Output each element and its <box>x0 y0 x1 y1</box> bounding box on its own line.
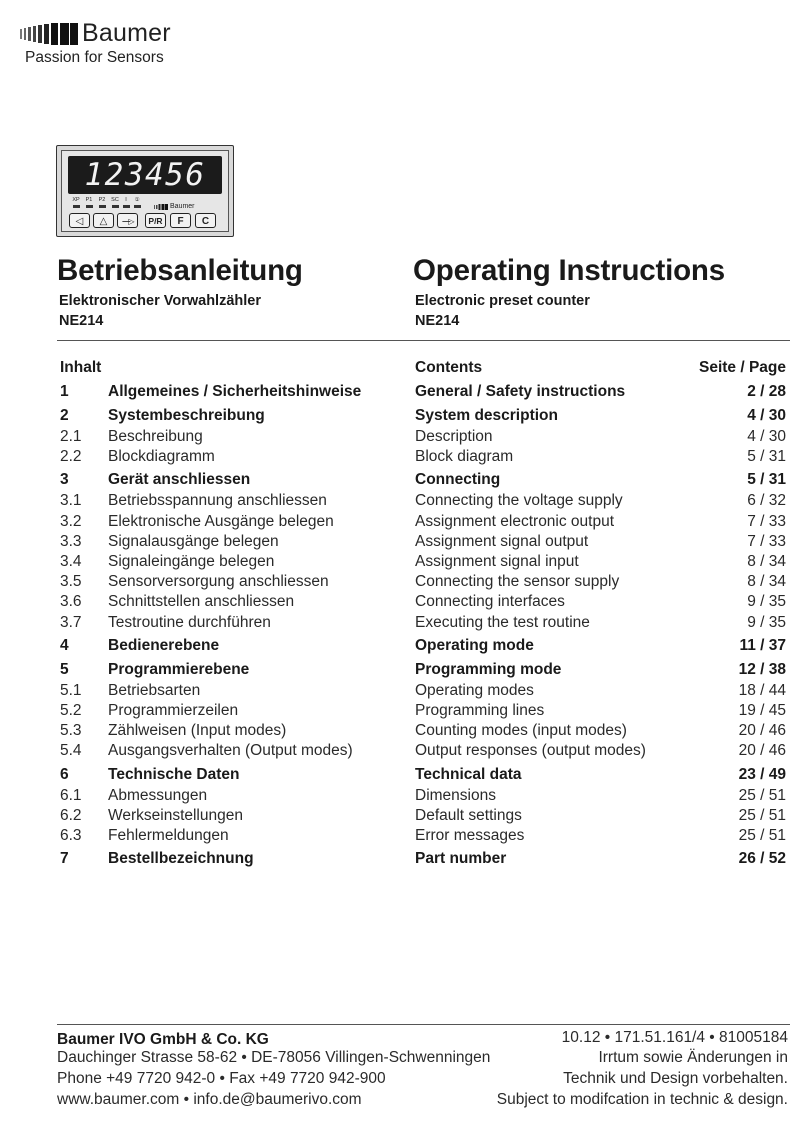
toc-row <box>0 613 808 633</box>
toc-number: 6.3 <box>60 827 82 844</box>
toc-title-de: Programmierzeilen <box>108 702 239 719</box>
footer-note-de-2: Technik und Design vorbehalten. <box>563 1070 788 1087</box>
toc-title-en: Assignment signal input <box>415 553 579 570</box>
toc-number: 3.7 <box>60 613 82 631</box>
toc-number: 3.2 <box>60 512 82 530</box>
toc-row <box>0 491 808 511</box>
toc-title-de: Abmessungen <box>108 786 208 804</box>
toc-title-en: Connecting <box>415 471 501 489</box>
toc-number: 4 <box>60 636 69 654</box>
toc-page: 9 / 35 <box>747 613 786 631</box>
device-key-f: F <box>170 213 191 228</box>
toc-row <box>0 660 808 680</box>
title-de: Betriebsanleitung <box>57 254 303 287</box>
toc-row <box>0 470 808 490</box>
baumer-logo-bars-icon <box>20 23 78 45</box>
toc-heading-en: Contents <box>415 359 483 376</box>
toc-title-de: Sensorversorgung anschliessen <box>108 573 329 591</box>
toc-row <box>0 512 808 532</box>
toc-number: 7 <box>60 850 69 868</box>
toc-page: 8 / 34 <box>747 553 786 570</box>
brand-name: Baumer <box>82 19 171 47</box>
footer-docref: 10.12 • 171.51.161/4 • 81005184 <box>561 1029 788 1046</box>
toc-number: 5.1 <box>60 681 82 699</box>
toc-title-en: Output responses (output modes) <box>415 742 646 760</box>
footer-address: Dauchinger Strasse 58-62 • DE-78056 Villingen-Schwenningen <box>57 1049 491 1066</box>
toc-title-de: Technische Daten <box>108 765 240 783</box>
toc-number: 6.1 <box>60 786 82 804</box>
subtitle-de: Elektronischer Vorwahlzähler <box>59 293 261 309</box>
toc-title-de: Blockdiagramm <box>108 448 215 466</box>
toc-row <box>0 592 808 612</box>
counter-device-image <box>56 145 234 237</box>
toc-page: 5 / 31 <box>747 471 786 489</box>
toc-page: 11 / 37 <box>739 636 786 654</box>
toc-title-de: Programmierebene <box>108 660 250 678</box>
toc-number: 5.4 <box>60 742 82 760</box>
toc-number: 3 <box>60 471 69 489</box>
model-en: NE214 <box>415 313 460 329</box>
footer-company: Baumer IVO GmbH & Co. KG <box>57 1031 269 1048</box>
toc-row <box>0 681 808 701</box>
device-display-digits: 123456 <box>84 157 206 193</box>
toc-number: 6.2 <box>60 806 82 824</box>
model-de: NE214 <box>59 313 104 329</box>
title-divider <box>57 340 790 341</box>
toc-title-en: Error messages <box>415 827 525 844</box>
toc-header <box>0 358 808 378</box>
device-brand-label: Baumer <box>170 203 195 210</box>
toc-title-de: Beschreibung <box>108 428 203 445</box>
toc-title-en: Executing the test routine <box>415 613 590 631</box>
toc-title-en: Programming mode <box>415 660 562 678</box>
toc-title-de: Testroutine durchführen <box>108 613 271 631</box>
toc-title-de: Signaleingänge belegen <box>108 553 275 570</box>
toc-page: 25 / 51 <box>738 806 786 824</box>
toc-title-de: Betriebsspannung anschliessen <box>108 492 327 510</box>
toc-page: 4 / 30 <box>747 428 786 445</box>
device-key-up: △ <box>93 213 114 228</box>
device-front-panel <box>61 150 229 232</box>
toc-title-en: Connecting the voltage supply <box>415 492 623 510</box>
toc-row <box>0 741 808 761</box>
toc-number: 5.2 <box>60 702 82 719</box>
toc-title-en: Description <box>415 428 493 445</box>
toc-row <box>0 532 808 552</box>
toc-number: 5.3 <box>60 722 82 740</box>
device-key-c: C <box>195 213 216 228</box>
subtitle-en: Electronic preset counter <box>415 293 590 309</box>
toc-row <box>0 406 808 426</box>
device-led-label: I <box>120 197 132 208</box>
toc-title-en: Counting modes (input modes) <box>415 722 627 740</box>
toc-title-en: Assignment signal output <box>415 532 589 550</box>
device-key-pr: P/R <box>145 213 166 228</box>
toc-heading-de: Inhalt <box>60 359 102 376</box>
toc-page: 25 / 51 <box>738 786 786 804</box>
toc-number: 3.5 <box>60 573 82 591</box>
toc-page: 18 / 44 <box>738 681 786 699</box>
toc-row <box>0 765 808 785</box>
toc-number: 3.1 <box>60 492 82 510</box>
device-keypad <box>69 213 225 230</box>
toc-row <box>0 701 808 721</box>
toc-title-de: Betriebsarten <box>108 681 201 699</box>
baumer-logo <box>20 20 220 70</box>
toc-title-en: General / Safety instructions <box>415 383 626 400</box>
toc-title-de: Bedienerebene <box>108 636 220 654</box>
toc-row <box>0 849 808 869</box>
footer-note-de-1: Irrtum sowie Änderungen in <box>598 1049 788 1066</box>
toc-title-en: Assignment electronic output <box>415 512 615 530</box>
device-led-label: XP <box>70 197 82 208</box>
toc-number: 2.2 <box>60 448 82 466</box>
toc-number: 3.4 <box>60 553 82 570</box>
toc-page: 8 / 34 <box>747 573 786 591</box>
toc-number: 2 <box>60 407 69 424</box>
toc-title-en: Operating modes <box>415 681 534 699</box>
toc-page: 25 / 51 <box>738 827 786 844</box>
toc-title-de: Fehlermeldungen <box>108 827 229 844</box>
footer-web: www.baumer.com • info.de@baumerivo.com <box>57 1091 362 1108</box>
toc-title-de: Elektronische Ausgänge belegen <box>108 512 334 530</box>
toc-heading-page: Seite / Page <box>698 359 786 376</box>
toc-title-en: Part number <box>415 850 507 868</box>
toc-title-de: Bestellbezeichnung <box>108 850 254 868</box>
toc-title-de: Ausgangsverhalten (Output modes) <box>108 742 353 760</box>
toc-page: 23 / 49 <box>738 765 786 783</box>
toc-title-de: Werkseinstellungen <box>108 806 243 824</box>
toc-page: 7 / 33 <box>747 512 786 530</box>
toc-page: 6 / 32 <box>747 492 786 510</box>
footer-divider <box>57 1024 790 1025</box>
toc-title-en: Technical data <box>415 765 522 783</box>
toc-page: 12 / 38 <box>738 660 786 678</box>
toc-page: 20 / 46 <box>738 722 786 740</box>
toc-row <box>0 552 808 572</box>
toc-number: 2.1 <box>60 428 82 445</box>
toc-page: 4 / 30 <box>747 407 786 424</box>
toc-row <box>0 786 808 806</box>
device-display <box>68 156 222 194</box>
toc-row <box>0 427 808 447</box>
toc-row <box>0 826 808 846</box>
device-led-label: SC <box>109 197 121 208</box>
footer-phone: Phone +49 7720 942-0 • Fax +49 7720 942-900 <box>57 1070 386 1087</box>
toc-title-en: Operating mode <box>415 636 534 654</box>
toc-page: 5 / 31 <box>747 448 786 466</box>
toc-title-en: Default settings <box>415 806 522 824</box>
toc-page: 7 / 33 <box>747 532 786 550</box>
toc-row <box>0 447 808 467</box>
device-key-left: ◁ <box>69 213 90 228</box>
toc-title-en: Block diagram <box>415 448 514 466</box>
toc-row <box>0 806 808 826</box>
toc-number: 1 <box>60 383 69 400</box>
toc-page: 2 / 28 <box>747 383 786 400</box>
brand-tagline: Passion for Sensors <box>25 49 164 66</box>
toc-title-de: Zählweisen (Input modes) <box>108 722 287 740</box>
toc-page: 9 / 35 <box>747 593 786 611</box>
toc-title-en: System description <box>415 407 558 424</box>
toc-row <box>0 382 808 402</box>
device-led-label: P1 <box>83 197 95 208</box>
toc-title-en: Dimensions <box>415 786 496 804</box>
toc-title-de: Systembeschreibung <box>108 407 265 424</box>
toc-number: 3.6 <box>60 593 82 611</box>
toc-number: 3.3 <box>60 532 82 550</box>
toc-number: 6 <box>60 765 69 783</box>
toc-title-en: Connecting interfaces <box>415 593 565 611</box>
toc-page: 20 / 46 <box>738 742 786 760</box>
device-led-row <box>70 197 160 211</box>
footer-note-en: Subject to modifcation in technic & design. <box>496 1091 788 1108</box>
toc-title-en: Connecting the sensor supply <box>415 573 620 591</box>
title-en: Operating Instructions <box>413 254 725 287</box>
toc-title-de: Allgemeines / Sicherheitshinweise <box>108 383 362 400</box>
device-key-right: —▷ <box>117 213 138 228</box>
toc-title-de: Gerät anschliessen <box>108 471 251 489</box>
toc-title-de: Signalausgänge belegen <box>108 532 279 550</box>
toc-page: 19 / 45 <box>738 702 786 719</box>
toc-row <box>0 572 808 592</box>
toc-row <box>0 721 808 741</box>
toc-page: 26 / 52 <box>738 850 786 868</box>
toc-title-de: Schnittstellen anschliessen <box>108 593 295 611</box>
device-led-label: ① <box>131 197 143 208</box>
toc-row <box>0 636 808 656</box>
toc-title-en: Programming lines <box>415 702 545 719</box>
toc-number: 5 <box>60 660 69 678</box>
device-led-label: P2 <box>96 197 108 208</box>
device-logo-bars-icon <box>154 204 168 210</box>
